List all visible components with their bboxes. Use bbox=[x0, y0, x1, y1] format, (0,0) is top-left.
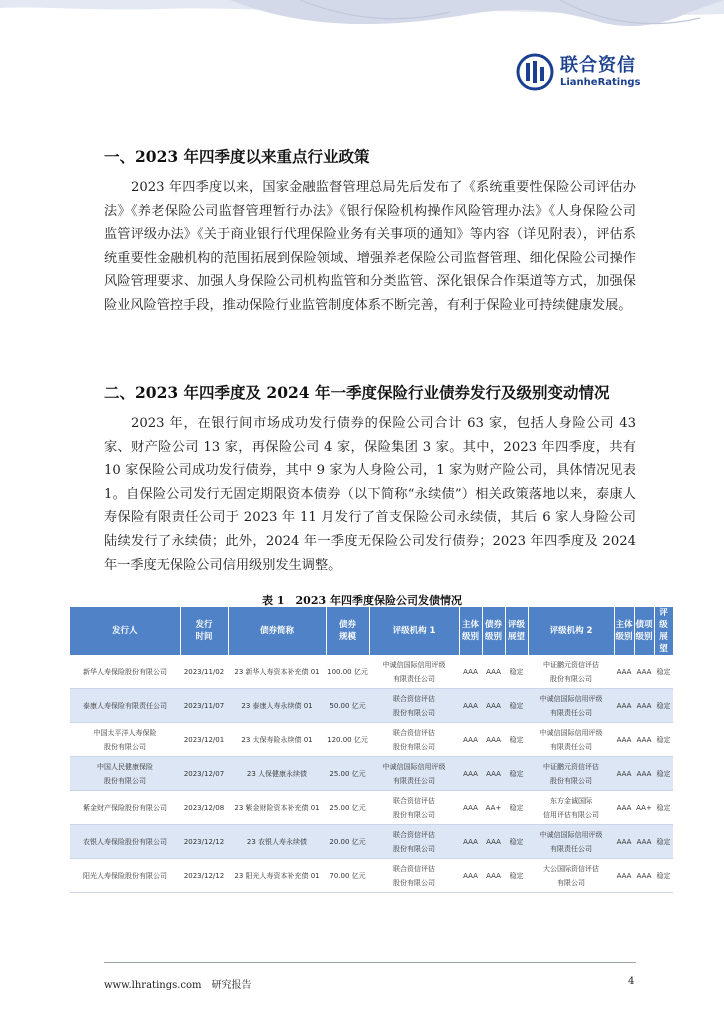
table-cell: 23 紫金财险资本补充债 01 bbox=[228, 791, 326, 825]
table-cell: 中诚信国际信用评级 有限责任公司 bbox=[528, 723, 614, 757]
table-cell: 2023/12/08 bbox=[180, 791, 228, 825]
table-cell: 70.00 亿元 bbox=[326, 859, 369, 893]
section-1-title: 一、2023 年四季度以来重点行业政策 bbox=[104, 147, 370, 166]
table-cell: 25.00 亿元 bbox=[326, 757, 369, 791]
table-row bbox=[70, 825, 673, 859]
table-cell: 23 阳光人寿资本补充债 01 bbox=[228, 859, 326, 893]
logo-chinese-name: 联合资信 bbox=[560, 54, 636, 76]
table-cell: 农银人寿保险股份有限公司 bbox=[70, 825, 180, 859]
table-cell: 阳光人寿保险股份有限公司 bbox=[70, 859, 180, 893]
table-cell: 20.00 亿元 bbox=[326, 825, 369, 859]
table-cell: 23 新华人寿资本补充债 01 bbox=[228, 655, 326, 689]
table-cell: 2023/12/01 bbox=[180, 723, 228, 757]
table-cell: 稳定 bbox=[505, 655, 528, 689]
table-cell: 中诚信国际信用评级 有限责任公司 bbox=[369, 757, 459, 791]
table-row bbox=[70, 723, 673, 757]
table-cell: 中诚信国际信用评级 有限责任公司 bbox=[528, 689, 614, 723]
table-cell: 2023/12/12 bbox=[180, 859, 228, 893]
table-cell: AAA bbox=[614, 825, 634, 859]
table-cell: 23 泰康人寿永续债 01 bbox=[228, 689, 326, 723]
section-2-paragraph: 2023 年，在银行间市场成功发行债券的保险公司合计 63 家，包括人身险公司 43 家、财产险公司 13 家，再保险公司 4 家，保险集团 3 家。其中，2023 年四季度，共有 10 家保险公司成功发行债券，其中 9 家为人身险公司，1 家为财产险公司，具体情况见表 1。自保险公司发行无固定期限资本债券（以下简称“永续债”）相关政策落地以来，泰康人寿保险有限责任公司于 2023 年 11 月发行了首支保险公司永续债，其后 6 家人身险公司陆续发行了永续债；此外，2024 年一季度无保险公司发行债券；2023 年四季度及 2024 年一季度无保险公司信用级别发生调整。 bbox=[104, 416, 636, 573]
table-header-row bbox=[70, 607, 673, 655]
table-cell: 50.00 亿元 bbox=[326, 689, 369, 723]
table-cell: 100.00 亿元 bbox=[326, 655, 369, 689]
table-cell: 2023/11/02 bbox=[180, 655, 228, 689]
table-cell: 中国太平洋人寿保险 股份有限公司 bbox=[70, 723, 180, 757]
table-cell: 联合资信评估 股份有限公司 bbox=[369, 689, 459, 723]
table-cell: AAA bbox=[614, 689, 634, 723]
table-row bbox=[70, 791, 673, 825]
table-cell: 稳定 bbox=[654, 825, 673, 859]
table-cell: AA+ bbox=[634, 791, 654, 825]
table-cell: AAA bbox=[614, 757, 634, 791]
table-cell: 稳定 bbox=[505, 791, 528, 825]
table-cell: 中诚信国际信用评级 有限责任公司 bbox=[528, 825, 614, 859]
table-cell: AAA bbox=[482, 859, 505, 893]
table-cell: 中国人民健康保险 股份有限公司 bbox=[70, 757, 180, 791]
table-cell: 中证鹏元资信评估 股份有限公司 bbox=[528, 655, 614, 689]
table-cell: AAA bbox=[482, 655, 505, 689]
table-cell: AAA bbox=[459, 689, 482, 723]
table-header-cell: 发行人 bbox=[70, 607, 180, 655]
table-cell: 联合资信评估 股份有限公司 bbox=[369, 825, 459, 859]
table-cell: AAA bbox=[459, 825, 482, 859]
table-header-cell: 评级 展望 bbox=[505, 607, 528, 655]
table-cell: AAA bbox=[482, 757, 505, 791]
table-cell: 25.00 亿元 bbox=[326, 791, 369, 825]
table-header-cell: 主体 级别 bbox=[459, 607, 482, 655]
table-row bbox=[70, 757, 673, 791]
table-cell: 2023/11/07 bbox=[180, 689, 228, 723]
lianhe-logo bbox=[516, 50, 640, 94]
table-cell: 2023/12/07 bbox=[180, 757, 228, 791]
table-cell: 23 农银人寿永续债 bbox=[228, 825, 326, 859]
table-cell: AAA bbox=[482, 825, 505, 859]
table-cell: AAA bbox=[459, 791, 482, 825]
table-cell: 120.00 亿元 bbox=[326, 723, 369, 757]
table-header-cell: 评级机构 1 bbox=[369, 607, 459, 655]
table-cell: 大公国际资信评估 有限公司 bbox=[528, 859, 614, 893]
table-cell: 23 人保健康永续债 bbox=[228, 757, 326, 791]
table-cell: AAA bbox=[614, 791, 634, 825]
table-cell: AAA bbox=[459, 655, 482, 689]
table-cell: 稳定 bbox=[654, 689, 673, 723]
table-cell: AAA bbox=[459, 757, 482, 791]
table-cell: 2023/12/12 bbox=[180, 825, 228, 859]
table-cell: 稳定 bbox=[505, 689, 528, 723]
logo-english-name: LianheRatings bbox=[560, 76, 641, 88]
table-cell: 联合资信评估 股份有限公司 bbox=[369, 723, 459, 757]
table-cell: 稳定 bbox=[654, 655, 673, 689]
table-cell: 稳定 bbox=[505, 859, 528, 893]
page-number: 4 bbox=[628, 976, 635, 987]
table-header-cell: 债券 级别 bbox=[482, 607, 505, 655]
table-row bbox=[70, 859, 673, 893]
lianhe-logo-icon bbox=[516, 53, 554, 91]
table-cell: AAA bbox=[482, 723, 505, 757]
table-row bbox=[70, 689, 673, 723]
bond-issuance-table bbox=[70, 607, 674, 893]
table-cell: 新华人寿保险股份有限公司 bbox=[70, 655, 180, 689]
table-cell: 稳定 bbox=[505, 723, 528, 757]
table-cell: AAA bbox=[634, 825, 654, 859]
table-cell: 中诚信国际信用评级 有限责任公司 bbox=[369, 655, 459, 689]
table-header-cell: 评级 展望 bbox=[654, 607, 673, 655]
table-cell: 稳定 bbox=[654, 723, 673, 757]
table-cell: AAA bbox=[634, 655, 654, 689]
table-cell: 东方金诚国际 信用评估有限公司 bbox=[528, 791, 614, 825]
table-cell: 泰康人寿保险有限责任公司 bbox=[70, 689, 180, 723]
table-header-cell: 债项 级别 bbox=[634, 607, 654, 655]
table-cell: AAA bbox=[634, 689, 654, 723]
footer-website: www.lhratings.com 研究报告 bbox=[104, 980, 252, 991]
table-header-cell: 债券 规模 bbox=[326, 607, 369, 655]
table-cell: AAA bbox=[482, 689, 505, 723]
table-header-cell: 发行 时间 bbox=[180, 607, 228, 655]
table-header-cell: 主体 级别 bbox=[614, 607, 634, 655]
table-cell: AAA bbox=[634, 757, 654, 791]
table-cell: 稳定 bbox=[654, 757, 673, 791]
table-cell: 23 太保寿险永续债 01 bbox=[228, 723, 326, 757]
table-header-cell: 债券简称 bbox=[228, 607, 326, 655]
table-row bbox=[70, 655, 673, 689]
table-cell: 联合资信评估 股份有限公司 bbox=[369, 791, 459, 825]
table-cell: 紫金财产保险股份有限公司 bbox=[70, 791, 180, 825]
table-cell: AAA bbox=[459, 859, 482, 893]
table-cell: 稳定 bbox=[505, 757, 528, 791]
table-cell: 稳定 bbox=[505, 825, 528, 859]
table-cell: 稳定 bbox=[654, 859, 673, 893]
table-cell: AAA bbox=[459, 723, 482, 757]
table-cell: AAA bbox=[634, 859, 654, 893]
footer-divider bbox=[104, 962, 636, 963]
table-cell: AAA bbox=[614, 655, 634, 689]
table-cell: 联合资信评估 股份有限公司 bbox=[369, 859, 459, 893]
table-cell: AAA bbox=[614, 723, 634, 757]
table-header-cell: 评级机构 2 bbox=[528, 607, 614, 655]
table-cell: AAA bbox=[614, 859, 634, 893]
table-caption: 表 1 2023 年四季度保险公司发债情况 bbox=[262, 594, 462, 607]
table-cell: 中证鹏元资信评估 股份有限公司 bbox=[528, 757, 614, 791]
table-cell: 稳定 bbox=[654, 791, 673, 825]
section-1-paragraph: 2023 年四季度以来，国家金融监督管理总局先后发布了《系统重要性保险公司评估办法》《养老保险公司监督管理暂行办法》《银行保险机构操作风险管理办法》《人身保险公司监管评级办法》《关于商业银行代理保险业务有关事项的通知》等内容（详见附表），评估系统重要性金融机构的范围拓展到保险领域、增强养老保险公司监督管理、细化保险公司操作风险管理要求、加强人身保险公司机构监管和分类监管、深化银保合作渠道等方式，加强保险业风险管控手段，推动保险行业监管制度体系不断完善，有利于保险业可持续健康发展。 bbox=[104, 180, 636, 313]
table-cell: AAA bbox=[634, 723, 654, 757]
section-2-title: 二、2023 年四季度及 2024 年一季度保险行业债券发行及级别变动情况 bbox=[104, 383, 610, 402]
table-cell: AA+ bbox=[482, 791, 505, 825]
